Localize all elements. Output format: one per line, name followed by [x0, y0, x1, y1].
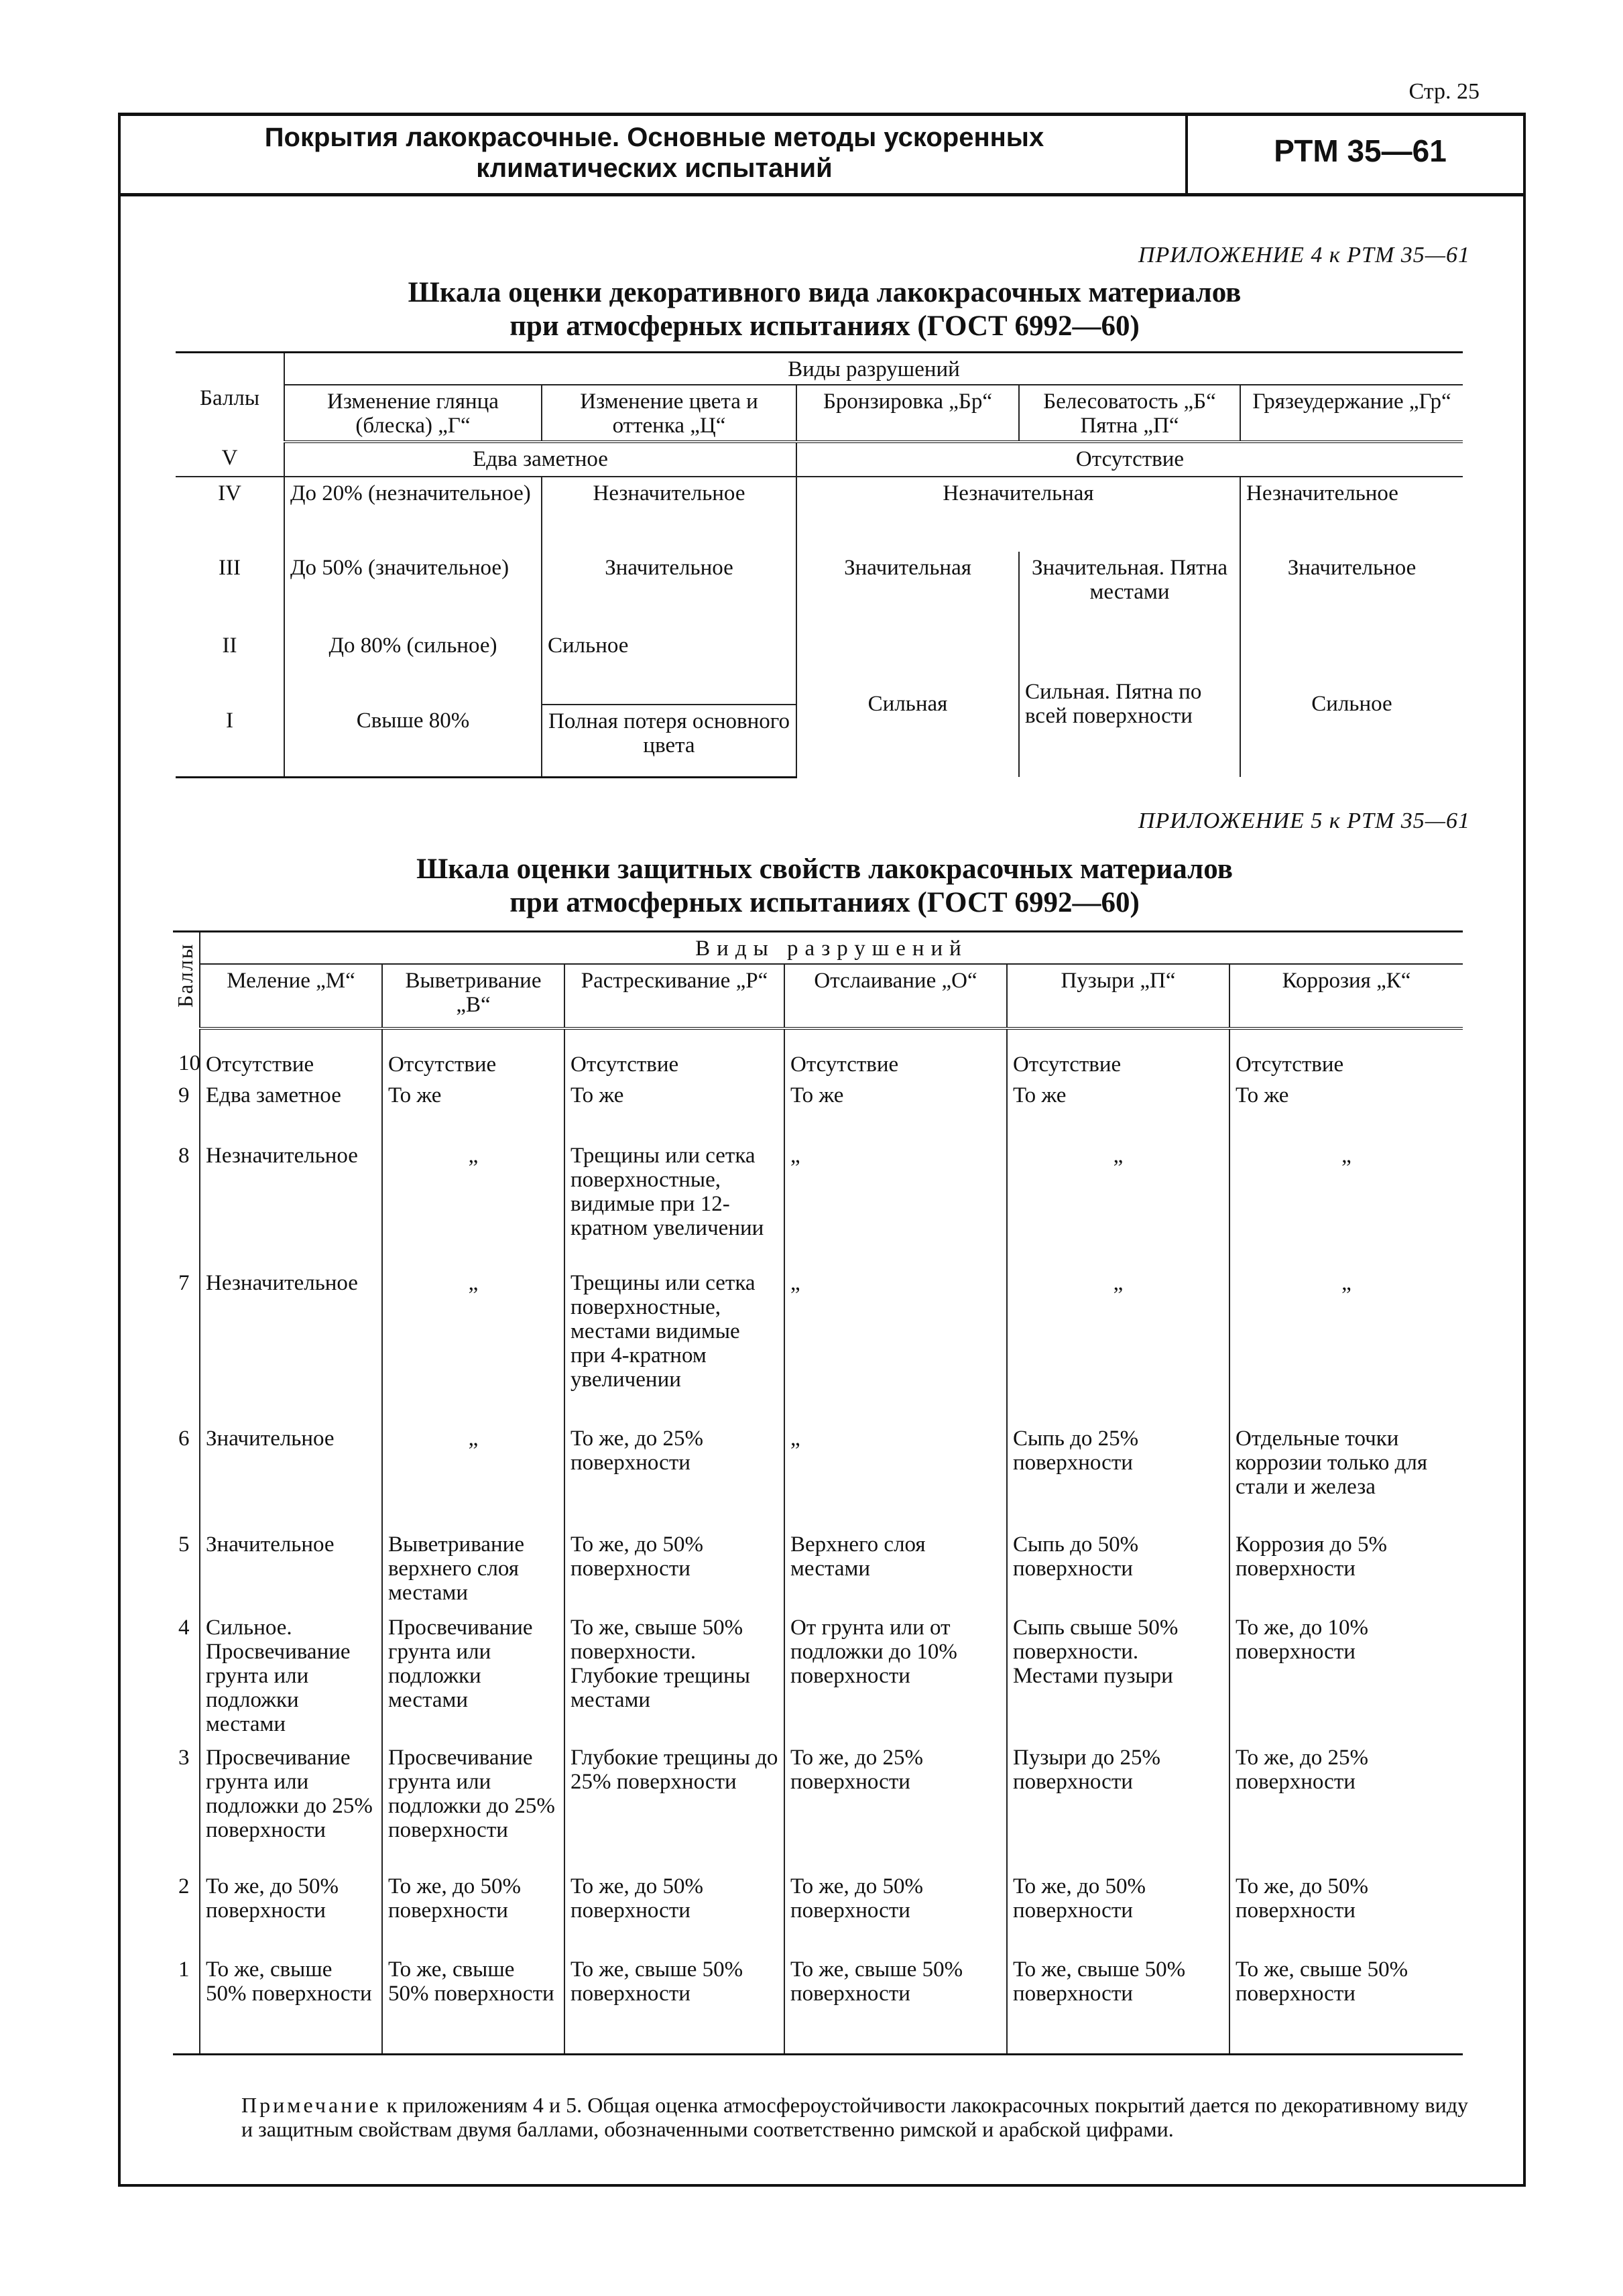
table-cell-ball: II [222, 633, 237, 658]
table-cell: Значительное [1240, 552, 1463, 629]
table-cell-ball: 3 [178, 1746, 190, 1770]
col-header-weathering: Выветривание „В“ [382, 964, 564, 1028]
table-cell: Едва заметное [284, 442, 796, 477]
col-header-color: Изменение цвета и оттенка „Ц“ [542, 385, 796, 442]
appendix5-label: ПРИЛОЖЕНИЕ 5 к РТМ 35—61 [1138, 808, 1470, 833]
protective-scale-table [173, 930, 1463, 2055]
table-cell: Выветривание верхнего слоя местами [382, 1528, 564, 1612]
table-cell: То же, до 25% поверхности [564, 1423, 784, 1528]
col-header-damage-types: Виды разрушений [200, 932, 1463, 965]
table-cell: Отсутствие [1007, 1028, 1229, 1079]
table-cell: „ [382, 1267, 564, 1423]
table-cell: То же [784, 1079, 1007, 1140]
table-cell: Отдельные точки коррозии только для стали и железа [1229, 1423, 1463, 1528]
table-cell: Сыпь до 50% поверхности [1007, 1528, 1229, 1612]
table-cell-ball: 1 [173, 1953, 200, 2054]
col-header-cracking: Растрескивание „Р“ [564, 964, 784, 1028]
table-cell: Сыпь до 25% поверхности [1007, 1423, 1229, 1528]
table-cell: „ [784, 1267, 1007, 1423]
page-number: Стр. 25 [1408, 79, 1480, 104]
table-cell: Коррозия до 5% поверхности [1229, 1528, 1463, 1612]
table-cell: То же, свыше 50% поверхности [564, 1953, 784, 2054]
table-cell: То же, свыше 50% поверхности. Глубокие трещины местами [564, 1612, 784, 1742]
col-header-corrosion: Коррозия „К“ [1229, 964, 1463, 1028]
table-cell-ball: 10 [178, 1051, 200, 1075]
table-cell: То же, до 50% поверхности [564, 1528, 784, 1612]
table-cell: Незначительное [200, 1140, 382, 1267]
appendix4-label: ПРИЛОЖЕНИЕ 4 к РТМ 35—61 [1138, 243, 1470, 267]
table-cell-ball: III [219, 556, 241, 580]
table-cell: Просвечивание грунта или подложки до 25% поверхности [382, 1742, 564, 1870]
table-cell: Отсутствие [564, 1028, 784, 1079]
table-cell: Едва заметное [200, 1079, 382, 1140]
table-cell: „ [1007, 1140, 1229, 1267]
header-bottom-rule [118, 193, 1526, 196]
table-cell: То же, свыше 50% поверхности [1007, 1953, 1229, 2054]
table-cell: То же, до 50% поверхности [564, 1870, 784, 1953]
table-cell: То же, до 50% поверхности [200, 1870, 382, 1953]
table-cell: От грунта или от подложки до 10% поверхности [784, 1612, 1007, 1742]
table-cell: То же [564, 1079, 784, 1140]
footnote-text: к приложениям 4 и 5. Общая оценка атмосфероустойчивости лакокрасочных покрытий дается по декоративному виду и защитным свойствам двумя баллами, обозначенными соответственно римской и арабской цифрами. [241, 2093, 1469, 2141]
appendix4-title-line2: при атмосферных испытаниях (ГОСТ 6992—60) [509, 310, 1140, 342]
table-cell: То же [1229, 1079, 1463, 1140]
table-cell: „ [1007, 1267, 1229, 1423]
table-cell: То же [382, 1079, 564, 1140]
table-cell-ball: 8 [178, 1144, 190, 1168]
table-cell: Сильное [542, 629, 796, 705]
table-cell: Незначительное [1240, 477, 1463, 552]
col-header-blisters: Пузыри „П“ [1007, 964, 1229, 1028]
table-cell: Сильное. Просвечивание грунта или подложки местами [200, 1612, 382, 1742]
table-cell-ball: V [176, 442, 284, 477]
page-bottom-rule [118, 2184, 1526, 2187]
table-cell: То же, свыше 50% поверхности [382, 1953, 564, 2054]
page-frame-left [118, 114, 121, 2185]
table-cell: Сыпь свыше 50% поверхности. Местами пузыри [1007, 1612, 1229, 1742]
table-cell: То же, до 50% поверхности [1229, 1870, 1463, 1953]
appendix4-title-line1: Шкала оценки декоративного вида лакокрасочных материалов [408, 277, 1242, 308]
col-header-balls: Баллы [176, 353, 284, 442]
col-header-balls-text: Баллы [173, 943, 197, 1008]
table-cell: До 80% (сильное) [284, 629, 542, 705]
col-header-chalking: Меление „М“ [200, 964, 382, 1028]
document-code: РТМ 35—61 [1274, 133, 1447, 168]
table-cell-ball: 7 [178, 1271, 190, 1295]
decorative-scale-table [176, 351, 1463, 778]
table-cell: То же, до 10% поверхности [1229, 1612, 1463, 1742]
header-title-line1: Покрытия лакокрасочные. Основные методы ускоренных [264, 123, 1044, 152]
table-cell: Отсутствие [200, 1028, 382, 1079]
table-cell: То же [1007, 1079, 1229, 1140]
col-header-gloss: Изменение глянца (блеска) „Г“ [284, 385, 542, 442]
table-cell: Значительное [200, 1528, 382, 1612]
table-cell: Полная потеря основного цвета [542, 705, 796, 777]
col-header-whitening: Белесоватость „Б“ Пятна „П“ [1019, 385, 1240, 442]
table-cell: Отсутствие [784, 1028, 1007, 1079]
table-cell-ball: 4 [178, 1616, 190, 1640]
table-cell: Верхнего слоя местами [784, 1528, 1007, 1612]
table-cell: Свыше 80% [284, 705, 542, 777]
table-cell: То же, свыше 50% поверхности [200, 1953, 382, 2054]
footnote-label: Примечание [241, 2093, 381, 2117]
table-cell-ball: 5 [178, 1532, 190, 1557]
table-cell: „ [784, 1423, 1007, 1528]
table-cell: Значительная [796, 552, 1019, 629]
table-cell: „ [382, 1140, 564, 1267]
table-cell: Глубокие трещины до 25% поверхности [564, 1742, 784, 1870]
table-cell: То же, свыше 50% поверхности [784, 1953, 1007, 2054]
appendix5-title-line2: при атмосферных испытаниях (ГОСТ 6992—60) [509, 887, 1140, 918]
col-header-damage-types: Виды разрушений [284, 353, 1463, 385]
table-cell: Незначительная [796, 477, 1240, 552]
table-cell: Просвечивание грунта или подложки местами [382, 1612, 564, 1742]
table-cell: Сильная. Пятна по всей поверхности [1019, 629, 1240, 777]
table-cell-ball: I [176, 705, 284, 777]
col-header-dirt: Грязеудержание „Гр“ [1240, 385, 1463, 442]
table-cell: То же, до 50% поверхности [1007, 1870, 1229, 1953]
table-cell: Отсутствие [1229, 1028, 1463, 1079]
table-cell-ball: 6 [178, 1427, 190, 1451]
table-cell: „ [784, 1140, 1007, 1267]
table-cell: Отсутствие [382, 1028, 564, 1079]
table-cell: Значительное [200, 1423, 382, 1528]
table-cell: То же, до 50% поверхности [784, 1870, 1007, 1953]
header-title [125, 122, 1184, 184]
header-title-line2: климатических испытаний [476, 154, 833, 183]
table-cell: Сильная [796, 629, 1019, 777]
col-header-bronzing: Бронзировка „Бр“ [796, 385, 1019, 442]
table-cell: Незначительное [200, 1267, 382, 1423]
page-frame-right [1523, 114, 1526, 2185]
table-cell: До 50% (значительное) [284, 552, 542, 629]
table-cell: Отсутствие [796, 442, 1463, 477]
table-cell: Значительная. Пятна местами [1019, 552, 1240, 629]
appendix4-title [121, 276, 1528, 343]
table-cell: Трещины или сетка поверхностные, видимые при 12-кратном увеличении [564, 1140, 784, 1267]
col-header-peeling: Отслаивание „О“ [784, 964, 1007, 1028]
table-cell-ball: 2 [178, 1874, 190, 1898]
header-divider [1185, 114, 1188, 193]
table-cell: До 20% (незначительное) [284, 477, 542, 552]
table-cell: „ [1229, 1267, 1463, 1423]
table-cell-ball: IV [218, 481, 241, 505]
appendix5-title-line1: Шкала оценки защитных свойств лакокрасочных материалов [416, 853, 1233, 885]
table-cell-ball: 9 [178, 1083, 190, 1107]
table-cell: Просвечивание грунта или подложки до 25% поверхности [200, 1742, 382, 1870]
table-cell: Трещины или сетка поверхностные, местами видимые при 4-кратном увеличении [564, 1267, 784, 1423]
table-cell: То же, до 50% поверхности [382, 1870, 564, 1953]
table-cell: „ [382, 1423, 564, 1528]
col-header-balls [173, 932, 200, 1029]
table-cell: То же, до 25% поверхности [1229, 1742, 1463, 1870]
table-cell: „ [1229, 1140, 1463, 1267]
table-cell: То же, свыше 50% поверхности [1229, 1953, 1463, 2054]
footnote [241, 2093, 1468, 2141]
appendix5-title [121, 853, 1528, 920]
table-cell: Незначительное [542, 477, 796, 552]
header-top-rule [118, 113, 1526, 116]
table-cell: То же, до 25% поверхности [784, 1742, 1007, 1870]
table-cell: Пузыри до 25% поверхности [1007, 1742, 1229, 1870]
table-cell: Значительное [542, 552, 796, 629]
table-cell: Сильное [1240, 629, 1463, 777]
